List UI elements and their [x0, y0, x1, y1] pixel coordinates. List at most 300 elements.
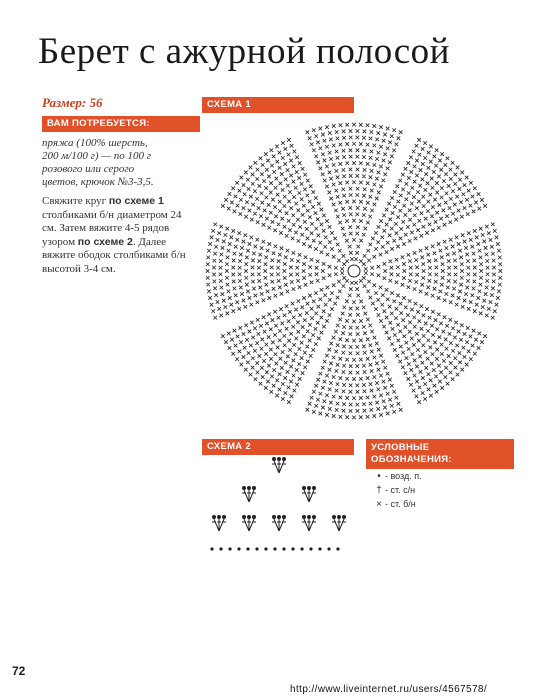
- stitch-x: [429, 346, 433, 350]
- stitch-x: [363, 409, 367, 413]
- stitch-x: [398, 179, 402, 183]
- stitch-x: [328, 191, 332, 195]
- stitch-x: [262, 359, 266, 363]
- stitch-x: [311, 205, 315, 209]
- stitch-x: [376, 407, 380, 411]
- stitch-x: [264, 262, 268, 266]
- stitch-x: [272, 384, 276, 388]
- stitch-x: [348, 294, 352, 298]
- stitch-x: [274, 245, 278, 249]
- stitch-x: [429, 379, 433, 383]
- stitch-x: [290, 144, 294, 148]
- stitch-x: [294, 186, 298, 190]
- legend-header-line: УСЛОВНЫЕ: [371, 442, 430, 453]
- stitch-x: [325, 393, 329, 397]
- stitch-x: [392, 128, 396, 132]
- stitch-x: [355, 326, 359, 330]
- stitch-x: [425, 292, 429, 296]
- stitch-x: [254, 161, 258, 165]
- stitch-x: [262, 223, 266, 227]
- stitch-x: [374, 291, 378, 295]
- stitch-x: [430, 362, 434, 366]
- stitch-x: [377, 313, 381, 317]
- stitch-x: [284, 391, 288, 395]
- stitch-x: [312, 128, 316, 132]
- stitch-x: [240, 363, 244, 367]
- stitch-x: [341, 331, 345, 335]
- stitch-x: [225, 269, 229, 273]
- stitch-x: [277, 223, 281, 227]
- stitch-x: [273, 333, 277, 337]
- stitch-x: [379, 319, 383, 323]
- stitch-x: [414, 280, 418, 284]
- stitch-x: [321, 269, 325, 273]
- stitch-x: [291, 302, 295, 306]
- stitch-x: [447, 266, 451, 270]
- stitch-x: [409, 383, 413, 387]
- stitch-x: [336, 296, 340, 300]
- stitch-x: [397, 339, 401, 343]
- stitch-x: [379, 393, 383, 397]
- stitch-x: [322, 276, 326, 280]
- stitch-x: [489, 300, 493, 304]
- stitch-x: [297, 330, 301, 334]
- stitch-x: [366, 162, 370, 166]
- stitch-x: [300, 356, 304, 360]
- stitch-x: [372, 124, 376, 128]
- stitch-x: [410, 231, 414, 235]
- stitch-x: [369, 382, 373, 386]
- stitch-x: [444, 375, 448, 379]
- stitch-x: [339, 376, 343, 380]
- stitch-x: [363, 331, 367, 335]
- stitch-x: [302, 204, 306, 208]
- stitch-x: [458, 187, 462, 191]
- stitch-x: [426, 253, 430, 257]
- stitch-x: [302, 242, 306, 246]
- stitch-x: [216, 300, 220, 304]
- stitch-x: [338, 221, 342, 225]
- stitch-x: [268, 296, 272, 300]
- stitch-x: [352, 123, 356, 127]
- stitch-x: [306, 302, 310, 306]
- stitch-x: [267, 364, 271, 368]
- stitch-x: [399, 130, 403, 134]
- stitch-x: [369, 296, 373, 300]
- stitch-x: [435, 273, 439, 277]
- stitch-x: [298, 313, 302, 317]
- stitch-x: [447, 259, 451, 263]
- stitch-x: [350, 257, 354, 261]
- stitch-x: [359, 377, 363, 381]
- stitch-x: [214, 293, 218, 297]
- stitch-x: [387, 202, 391, 206]
- stitch-x: [460, 269, 464, 273]
- stitch-x: [454, 273, 458, 277]
- stitch-x: [316, 279, 320, 283]
- stitch-x: [296, 259, 300, 263]
- stitch-x: [294, 337, 298, 341]
- stitch-x: [498, 283, 502, 287]
- stitch-x: [345, 300, 349, 304]
- stitch-x: [492, 266, 496, 270]
- stitch-x: [334, 209, 338, 213]
- stitch-x: [473, 187, 477, 191]
- stitch-x: [281, 188, 285, 192]
- stitch-x: [434, 164, 438, 168]
- stitch-x: [284, 147, 288, 151]
- stitch-x: [386, 167, 390, 171]
- stitch-x: [272, 170, 276, 174]
- stitch-x: [338, 318, 342, 322]
- stitch-x: [368, 215, 372, 219]
- stitch-x: [319, 167, 323, 171]
- stitch-x: [390, 384, 394, 388]
- stitch-x: [258, 354, 262, 358]
- stitch-x: [413, 165, 417, 169]
- stitch-x: [396, 294, 400, 298]
- stitch-x: [338, 201, 342, 205]
- stitch-x: [310, 307, 314, 311]
- stitch-x: [425, 246, 429, 250]
- stitch-x: [256, 318, 260, 322]
- stitch-x: [408, 279, 412, 283]
- stitch-x: [445, 347, 449, 351]
- stitch-x: [252, 287, 256, 291]
- stitch-x: [377, 348, 381, 352]
- stitch-x: [314, 154, 318, 158]
- stitch-x: [259, 214, 263, 218]
- materials-line: цветов, крючок №3-3,5.: [42, 176, 154, 188]
- stitch-x: [453, 336, 457, 340]
- stitch-x: [239, 286, 243, 290]
- shell-motif: [302, 516, 316, 532]
- stitch-x: [420, 211, 424, 215]
- stitch-x: [466, 326, 470, 330]
- stitch-x: [251, 259, 255, 263]
- stitch-x: [352, 339, 356, 343]
- stitch-x: [465, 286, 469, 290]
- stitch-x: [454, 173, 458, 177]
- stitch-x: [445, 246, 449, 250]
- stitch-x: [433, 155, 437, 159]
- stitch-x: [398, 209, 402, 213]
- stitch-x: [328, 225, 332, 229]
- stitch-x: [388, 161, 392, 165]
- stitch-x: [266, 380, 270, 384]
- stitch-x: [283, 334, 287, 338]
- stitch-x: [342, 168, 346, 172]
- stitch-x: [334, 272, 338, 276]
- stitch-x: [342, 213, 346, 217]
- stitch-x: [437, 313, 441, 317]
- stitch-x: [359, 123, 363, 127]
- stitch-x: [408, 321, 412, 325]
- stitch-x: [245, 283, 249, 287]
- stitch-x: [323, 245, 327, 249]
- stitch-x: [485, 279, 489, 283]
- stitch-x: [249, 195, 253, 199]
- stitch-x: [455, 344, 459, 348]
- stitch-x: [220, 286, 224, 290]
- stitch-x: [440, 152, 444, 156]
- stitch-x: [396, 245, 400, 249]
- stitch-x: [293, 389, 297, 393]
- stitch-x: [375, 401, 379, 405]
- stitch-x: [469, 335, 473, 339]
- stitch-x: [485, 253, 489, 257]
- stitch-x: [265, 168, 269, 172]
- stitch-x: [242, 299, 246, 303]
- stitch-x: [289, 266, 293, 270]
- stitch-x: [405, 356, 409, 360]
- stitch-x: [447, 184, 451, 188]
- stitch-x: [370, 150, 374, 154]
- stitch-x: [404, 213, 408, 217]
- stitch-x: [349, 364, 353, 368]
- stitch-x: [341, 187, 345, 191]
- stitch-x: [449, 197, 453, 201]
- stitch-x: [322, 229, 326, 233]
- stitch-x: [388, 305, 392, 309]
- stitch-x: [356, 187, 360, 191]
- stitch-x: [345, 396, 349, 400]
- stitch-x: [401, 188, 405, 192]
- stitch-x: [324, 236, 328, 240]
- stitch-x: [267, 313, 271, 317]
- stitch-x: [213, 287, 217, 291]
- stitch-x: [330, 247, 334, 251]
- stitch-x: [292, 195, 296, 199]
- stitch-x: [455, 236, 459, 240]
- stitch-x: [253, 212, 257, 216]
- stitch-x: [308, 323, 312, 327]
- stitch-rows: [206, 123, 502, 419]
- stitch-x: [449, 168, 453, 172]
- stitch-x: [370, 369, 374, 373]
- stitch-x: [479, 283, 483, 287]
- stitch-x: [449, 300, 453, 304]
- stitch-x: [401, 173, 405, 177]
- stitch-x: [377, 265, 381, 269]
- stitch-x: [380, 303, 384, 307]
- stitch-x: [336, 343, 340, 347]
- stitch-x: [447, 279, 451, 283]
- stitch-x: [370, 209, 374, 213]
- stitch-x: [325, 145, 329, 149]
- stitch-x: [289, 365, 293, 369]
- stitch-x: [321, 152, 325, 156]
- stitch-x: [314, 211, 318, 215]
- stitch-x: [412, 343, 416, 347]
- stitch-x: [349, 371, 353, 375]
- stitch-x: [382, 360, 386, 364]
- stitch-x: [398, 329, 402, 333]
- stitch-x: [312, 410, 316, 414]
- stitch-x: [413, 287, 417, 291]
- stitch-x: [453, 259, 457, 263]
- stitch-x: [333, 302, 337, 306]
- stitch-x: [340, 267, 344, 271]
- stitch-x: [244, 171, 248, 175]
- stitch-x: [325, 185, 329, 189]
- stitch-x: [457, 330, 461, 334]
- stitch-x: [417, 400, 421, 404]
- stitch-x: [499, 269, 503, 273]
- stitch-x: [291, 214, 295, 218]
- stitch-x: [297, 299, 301, 303]
- stitch-x: [206, 276, 210, 280]
- stitch-x: [343, 233, 347, 237]
- stitch-x: [382, 139, 386, 143]
- stitch-x: [345, 181, 349, 185]
- stitch-x: [276, 193, 280, 197]
- stitch-x: [491, 316, 495, 320]
- stitch-x: [264, 386, 268, 390]
- stitch-x: [350, 281, 354, 285]
- stitch-x: [438, 380, 442, 384]
- stitch-x: [236, 335, 240, 339]
- stitch-x: [329, 342, 333, 346]
- stitch-x: [275, 145, 279, 149]
- stitch-x: [491, 223, 495, 227]
- stitch-x: [381, 293, 385, 297]
- stitch-x: [426, 357, 430, 361]
- stitch-x: [369, 243, 373, 247]
- stitch-x: [448, 332, 452, 336]
- stitch-x: [332, 144, 336, 148]
- stitch-x: [438, 159, 442, 163]
- stitch-x: [465, 363, 469, 367]
- stitch-x: [418, 319, 422, 323]
- stitch-x: [444, 338, 448, 342]
- stitch-x: [415, 380, 419, 384]
- stitch-x: [427, 372, 431, 376]
- stitch-x: [473, 273, 477, 277]
- stitch-x: [257, 266, 261, 270]
- stitch-x: [473, 280, 477, 284]
- stitch-x: [479, 269, 483, 273]
- stitch-x: [481, 233, 485, 237]
- stitch-x: [467, 350, 471, 354]
- stitch-x: [423, 382, 427, 386]
- stitch-x: [295, 266, 299, 270]
- legend: [373, 469, 422, 511]
- stitch-x: [458, 361, 462, 365]
- stitch-x: [287, 339, 291, 343]
- stitch-x: [424, 188, 428, 192]
- stitch-x: [433, 287, 437, 291]
- stitch-x: [471, 344, 475, 348]
- stitch-x: [429, 193, 433, 197]
- stitch-x: [284, 177, 288, 181]
- stitch-x: [274, 215, 278, 219]
- stitch-x: [390, 266, 394, 270]
- stitch-x: [459, 256, 463, 260]
- stitch-x: [334, 266, 338, 270]
- stitch-x: [352, 396, 356, 400]
- materials-text: [42, 137, 197, 189]
- stitch-x: [451, 294, 455, 298]
- stitch-x: [245, 256, 249, 260]
- stitch-x: [224, 340, 228, 344]
- stitch-x: [278, 388, 282, 392]
- center-ring: [348, 265, 360, 277]
- stitch-x: [213, 280, 217, 284]
- stitch-x: [437, 364, 441, 368]
- stitch-x: [370, 130, 374, 134]
- stitch-x: [495, 303, 499, 307]
- stitch-x: [435, 148, 439, 152]
- stitch-x: [363, 390, 367, 394]
- stitch-x: [383, 269, 387, 273]
- stitch-x: [246, 249, 250, 253]
- stitch-x: [435, 348, 439, 352]
- stitch-x: [270, 273, 274, 277]
- stitch-x: [271, 341, 275, 345]
- stitch-x: [388, 234, 392, 238]
- stitch-x: [363, 284, 367, 288]
- stitch-x: [444, 172, 448, 176]
- stitch-x: [260, 292, 264, 296]
- stitch-x: [252, 252, 256, 256]
- stitch-x: [286, 249, 290, 253]
- stitch-x: [262, 315, 266, 319]
- stitch-x: [283, 262, 287, 266]
- stitch-x: [265, 196, 269, 200]
- stitch-x: [471, 245, 475, 249]
- stitch-x: [379, 286, 383, 290]
- stitch-x: [288, 348, 292, 352]
- stitch-x: [235, 300, 239, 304]
- single-crochet-icon: ×: [376, 498, 382, 510]
- stitch-x: [485, 286, 489, 290]
- stitch-x: [472, 287, 476, 291]
- stitch-x: [253, 189, 257, 193]
- stitch-x: [438, 335, 442, 339]
- stitch-x: [497, 249, 501, 253]
- stitch-x: [461, 305, 465, 309]
- stitch-x: [330, 231, 334, 235]
- stitch-x: [424, 322, 428, 326]
- chain-row: [210, 547, 339, 550]
- stitch-x: [356, 225, 360, 229]
- stitch-x: [263, 209, 267, 213]
- stitch-x: [431, 352, 435, 356]
- stitch-x: [374, 231, 378, 235]
- stitch-x: [279, 231, 283, 235]
- stitch-x: [359, 300, 363, 304]
- stitch-x: [383, 262, 387, 266]
- stitch-x: [395, 307, 399, 311]
- stitch-x: [390, 312, 394, 316]
- stitch-x: [238, 212, 242, 216]
- stitch-x: [420, 234, 424, 238]
- stitch-x: [310, 222, 314, 226]
- chain-stitch-icon: •: [377, 470, 381, 482]
- stitch-x: [272, 155, 276, 159]
- stitch-x: [316, 217, 320, 221]
- stitch-x: [439, 249, 443, 253]
- stitch-x: [418, 386, 422, 390]
- stitch-x: [221, 334, 225, 338]
- stitch-x: [356, 193, 360, 197]
- stitch-x: [271, 220, 275, 224]
- stitch-x: [213, 316, 217, 320]
- stitch-x: [439, 370, 443, 374]
- stitch-x: [292, 359, 296, 363]
- stitch-x: [283, 204, 287, 208]
